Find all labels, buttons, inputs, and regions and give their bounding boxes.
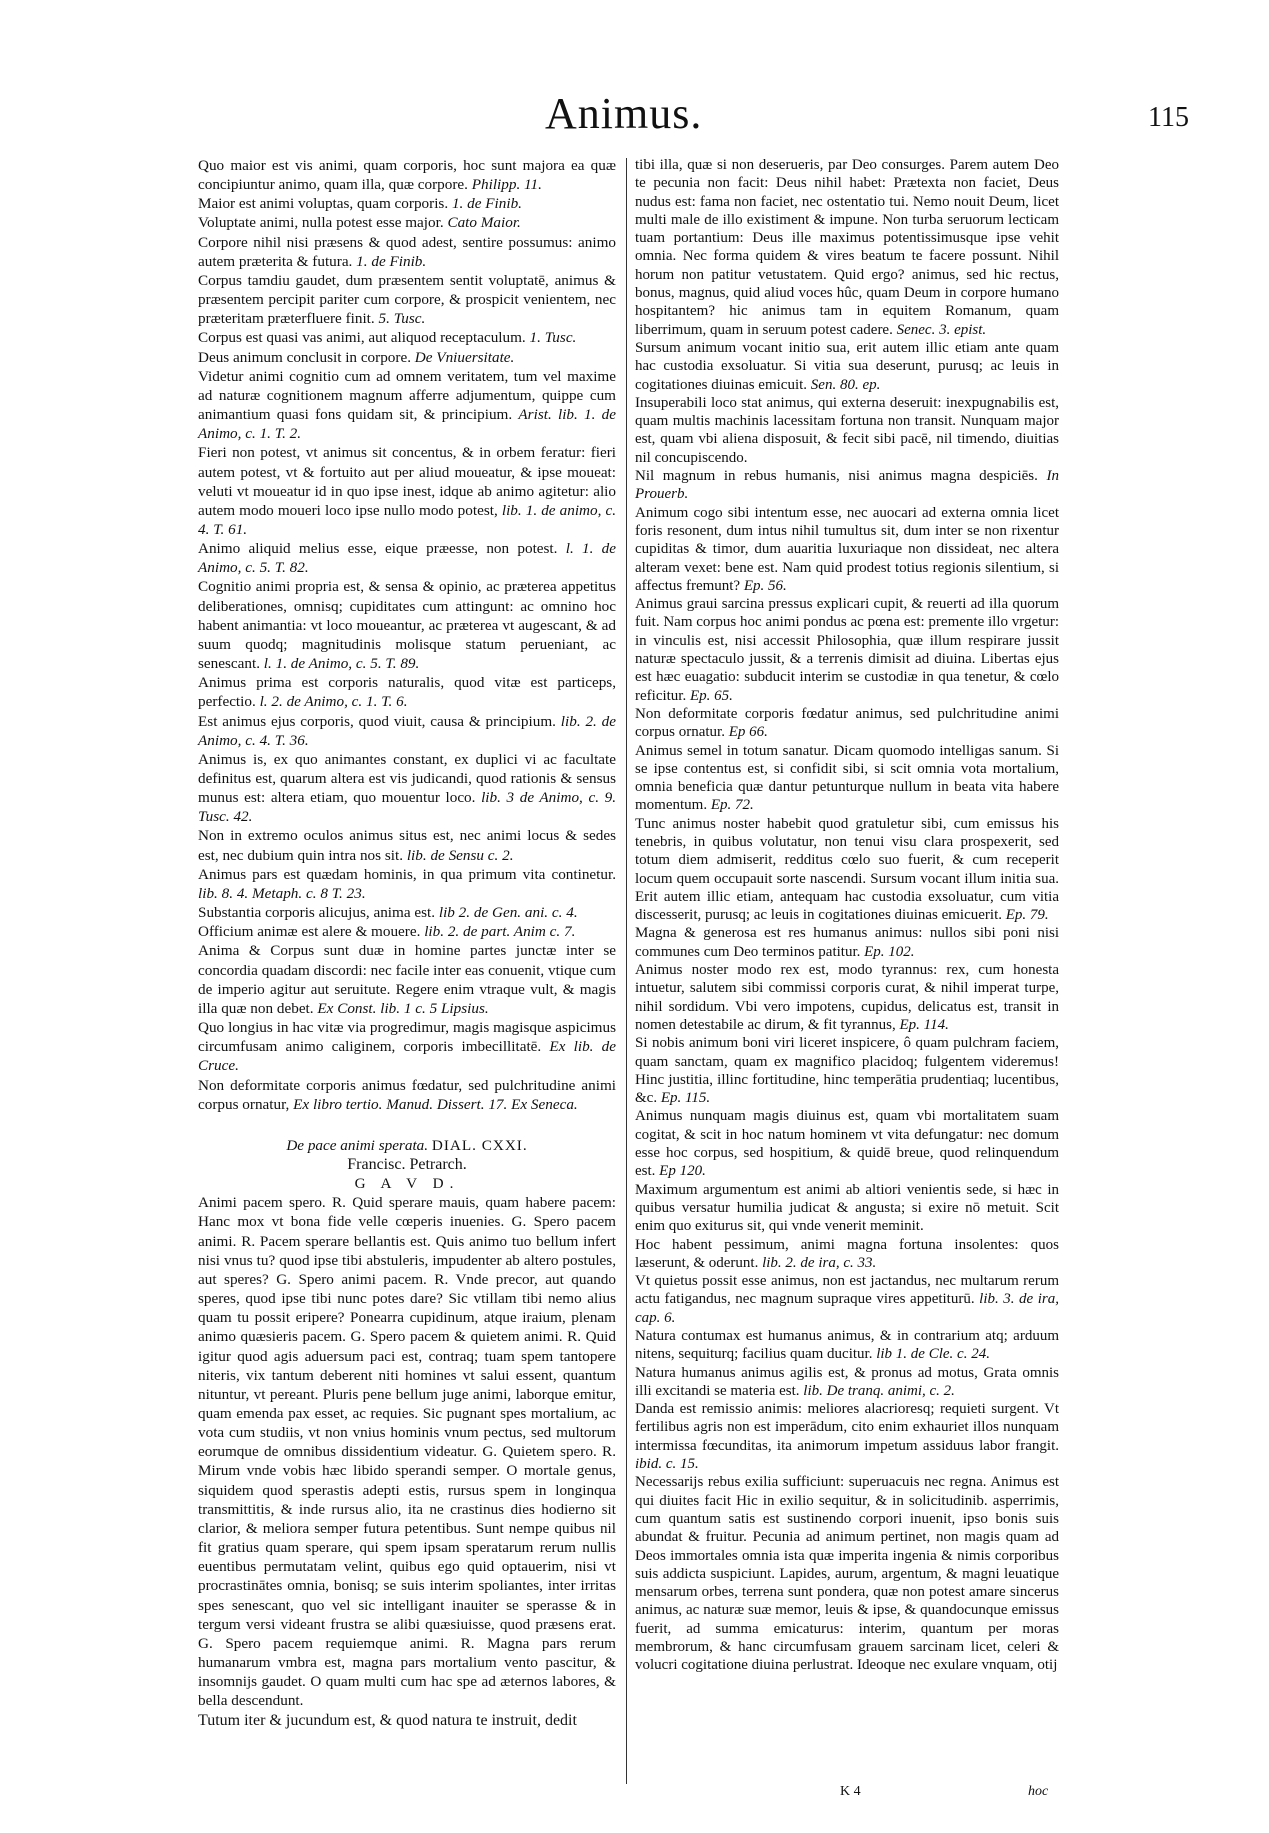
quote-text: Hoc habent pessimum, animi magna fortuna insolentes: quos læserunt, & oderunt. xyxy=(635,1236,1059,1271)
dialogue-number: DIAL. CXXI. xyxy=(431,1136,528,1154)
quote-entry xyxy=(635,1327,1059,1364)
quote-text: Non deformitate corporis animus fœdatur, sed pulchritudine animi corpus ornatur, xyxy=(198,1076,616,1113)
quote-entry xyxy=(198,443,616,539)
quote-text: Maior est animi voluptas, quam corporis. xyxy=(198,195,449,213)
quote-text: Corpore nihil nisi præsens & quod adest, sentire possumus: animo autem præterita & futura. xyxy=(198,233,616,270)
quote-reference: l. 1. de Animo, c. 5. T. 82. xyxy=(198,540,616,577)
quote-reference: lib 1. de Cle. c. 24. xyxy=(876,1346,990,1363)
quote-entry xyxy=(635,339,1059,394)
quote-entry xyxy=(198,367,616,444)
quote-text: Corpus tamdiu gaudet, dum præsentem sentit voluptatē, animus & præsentem percipit pariter cum corpore, & prospicit venientem, nec præteritam præterfluere finit. xyxy=(198,271,616,328)
quote-entry xyxy=(198,903,616,922)
quote-entry xyxy=(635,504,1059,595)
quote-reference: Ep. 56. xyxy=(743,577,787,594)
catchword: hoc xyxy=(1028,1784,1049,1799)
quote-entry xyxy=(198,865,616,903)
quote-entry xyxy=(635,1107,1059,1180)
quote-reference: 5. Tusc. xyxy=(378,310,426,328)
quote-entry xyxy=(198,577,616,673)
dialogue-section xyxy=(198,1136,616,1711)
right-entries xyxy=(635,156,1059,1675)
quote-reference: lib. 8. 4. Metaph. c. 8 T. 23. xyxy=(198,884,366,902)
quote-text: Animus pars est quædam hominis, in qua primum vita continetur. xyxy=(198,865,616,883)
quote-reference: 1. de Finib. xyxy=(451,195,522,213)
quote-entry xyxy=(635,467,1059,504)
quote-reference: lib. 3 de Animo, c. 9. Tusc. 42. xyxy=(198,789,616,826)
quote-entry xyxy=(198,194,616,213)
quote-entry xyxy=(635,1236,1059,1273)
quote-text: Nil magnum in rebus humanis, nisi animus magna despiciēs. xyxy=(635,468,1038,485)
quote-reference: De Vniuersitate. xyxy=(414,348,515,366)
quote-text: Animus nunquam magis diuinus est, quam vbi mortalitatem suam cogitat, & scit in hoc natum hominem vt vita defungatur: nec domum esse hoc corpus, sed hospitium, & quidē breue, quod relinquendum est. xyxy=(635,1108,1059,1180)
quote-entry xyxy=(198,539,616,577)
quote-entry xyxy=(635,1400,1059,1473)
left-entries xyxy=(198,156,616,1114)
quote-entry xyxy=(198,213,616,232)
quote-text: Deus animum conclusit in corpore. xyxy=(198,348,411,366)
quote-text: Vt quietus possit esse animus, non est jactandus, nec multarum rerum actu fatigandus, nec magnum supraque vires appetiturū. xyxy=(635,1273,1059,1308)
quote-reference: Ex lib. de Cruce. xyxy=(198,1038,616,1075)
quote-text: Non in extremo oculos animus situs est, nec animi locus & sedes est, nec dubium quin intra nos sit. xyxy=(198,827,616,864)
quote-entry xyxy=(198,1018,616,1075)
quote-reference: Ex libro tertio. Manud. Dissert. 17. Ex Seneca. xyxy=(293,1095,578,1113)
quote-entry xyxy=(635,394,1059,467)
quote-text: Natura humanus animus agilis est, & pronus ad motus, Grata omnis illi excitandi se materia est. xyxy=(635,1364,1059,1399)
quote-entry xyxy=(198,156,616,194)
quote-entry xyxy=(198,328,616,347)
quote-text: Non deformitate corporis fœdatur animus, sed pulchritudine animi corpus ornatur. xyxy=(635,705,1059,741)
signature-mark: K 4 xyxy=(840,1784,861,1799)
quote-reference: Ep. 102. xyxy=(864,943,915,960)
quote-reference: lib. De tranq. animi, c. 2. xyxy=(803,1382,955,1399)
quote-reference: lib. 2. de Animo, c. 4. T. 36. xyxy=(198,712,617,749)
quote-entry xyxy=(635,961,1059,1034)
quote-text: Si nobis animum boni viri liceret inspicere, ô quam pulchram faciem, quam sanctam, quam ex magnifico placidoq; fulgentem videremus! Hinc justitia, illinc fortitudine, hinc temperātia prudentiaq; lucentibus, &c. xyxy=(635,1035,1059,1107)
quote-text: Animus graui sarcina pressus explicari cupit, & reuerti ad illa quorum fuit. Nam corpus hoc animi pondus ac pœna est: premente illo vrgetur: in vinculis est, nisi accessit Philosophia, quæ illum respirare jussit naturæ spectaculo jussit, & a terrenis dimisit ad diuina. Libertas ejus est hæc euagatio: subducit interim se custodiæ in qua tenetur, & cœlo reficitur. xyxy=(635,596,1059,704)
quote-reference: 1. de Finib. xyxy=(356,252,427,270)
quote-entry xyxy=(635,156,1059,339)
quote-reference: In Prouerb. xyxy=(635,468,1060,503)
quote-text: Necessarijs rebus exilia sufficiunt: superuacuis nec regna. Animus est qui diuites facit Hic in exilio sequitur, & in solicitudinib. asperrimis, cum quantum satis est sustinendo corpori inuenit, ipso bonis suis abundat & fruitur. Pecunia ad animum pertinet, non magis quam ad Deos immortales omnia ista quæ imperita ingenia & nimis corporibus suis addicta suspiciunt. Lapides, aurum, argentum, & magni leuatique mensarum orbes, terrena sunt pondera, quæ non potest amare sincerus animus, ac naturæ suæ memor, leuis & ipse, & quandocunque emissus fuerit, ad summa emicaturus: interim, quantum per moras membrorum, & hanc circumfusam grauem sarcinam licet, celeri & volucri cogitatione diuina perlustrat. Ideoque nec exulare vnquam, otij xyxy=(635,1474,1059,1674)
quote-entry xyxy=(198,712,616,750)
quote-text: Maximum argumentum est animi ab altiori venientis sede, si hæc in quibus versatur humilia judicat & angusta; si exire nō metuit. Scit enim quo exiturus sit, qui vnde venerit meminit. xyxy=(635,1181,1059,1235)
page-number: 115 xyxy=(1148,102,1189,133)
quote-entry xyxy=(198,348,616,367)
quote-entry xyxy=(635,595,1059,705)
section-title xyxy=(198,1136,616,1155)
bottom-line: Tutum iter & jucundum est, & quod natura te instruit, dedit xyxy=(198,1711,577,1729)
quote-entry xyxy=(635,924,1059,961)
quote-text: Sursum animum vocant initio sua, erit autem illic etiam ante quam hac custodia exsoluatur. Si vitia sua deserunt, purusq; ac leuis in cogitationes diuinas emicuit. xyxy=(635,339,1059,393)
quote-reference: Ep. 65. xyxy=(689,687,733,704)
quote-reference: lib. 2. de ira, c. 33. xyxy=(762,1254,877,1271)
quote-entry xyxy=(635,1364,1059,1401)
column-divider xyxy=(626,158,627,1784)
quote-reference: Arist. lib. 1. de Animo, c. 1. T. 2. xyxy=(198,406,617,443)
quote-text: Animo aliquid melius esse, eique præesse, non potest. xyxy=(198,540,558,558)
quote-reference: l. 1. de Animo, c. 5. T. 89. xyxy=(263,655,420,673)
quote-entry xyxy=(198,826,616,864)
quote-entry xyxy=(635,705,1059,742)
quote-text: Fieri non potest, vt animus sit concentus, & in orbem feratur: fieri autem potest, vt & fortuito aut per aliud moueatur, & ipse moueat: veluti vt moueatur id in quo ipse inest, idque ab animo agitetur: alio autem modo moueri loco ipse nullo modo potest, xyxy=(198,444,616,519)
quote-entry xyxy=(198,941,616,1018)
quote-text: Animus is, ex quo animantes constant, ex duplici vi ac facultate definitus est, quarum altera est vis judicandi, quod rationis & sensus munus est: altera etiam, quo mouentur loco. xyxy=(198,750,616,807)
quote-reference: Ep. 114. xyxy=(899,1016,949,1033)
quote-reference: ibid. c. 15. xyxy=(635,1456,699,1473)
quote-entry xyxy=(198,271,616,328)
quote-text: Videtur animi cognitio cum ad omnem veritatem, tum vel maxime ad naturæ cognitionem magnum afferre adjumentum, quippe cum animantium quasi fons quidam sit, & principium. xyxy=(198,367,616,424)
quote-reference: Ep. 79. xyxy=(1005,907,1049,924)
quote-reference: Sen. 80. ep. xyxy=(810,376,881,393)
right-column xyxy=(635,156,1059,1675)
quote-text: Cognitio animi propria est, & sensa & opinio, ac præterea appetitus deliberationes, omnisq; cupiditates cum attingunt: ac omnino hoc habent animantia: vt loco moueantur, ac præterea vt augescant, & ad suum quodq; magnitudinis molisque statum perueniant, ac senescant. xyxy=(198,578,616,673)
quote-text: Substantia corporis alicujus, anima est. xyxy=(198,904,436,922)
quote-reference: lib 2. de Gen. ani. c. 4. xyxy=(438,904,578,922)
quote-reference: Ep. 72. xyxy=(710,797,754,814)
quote-entry xyxy=(198,1076,616,1114)
quote-reference: lib. 1. de animo, c. 4. T. 61. xyxy=(198,501,617,538)
quote-reference: Ex Const. lib. 1 c. 5 Lipsius. xyxy=(317,999,489,1017)
quote-entry xyxy=(635,742,1059,815)
quote-text: Animum cogo sibi intentum esse, nec auocari ad externa omnia licet foris resonent, dum intus nihil tumultus sit, dum inter se non rixentur cupiditas & timor, dum auaritia luxuriaque non dissideat, nec altera alteram vexet: bene est. Nam quid prodest totius regionis silentium, si affectus fremunt? xyxy=(635,504,1059,594)
quote-reference: lib. 2. de part. Anim c. 7. xyxy=(424,923,576,941)
quote-text: Danda est remissio animis: meliores alacrioresq; requieti surgent. Vt fertilibus agris non est imperādum, cito enim exhauriet illos nunquam intermissa fœcunditas, ita animorum impetum assiduus labor frangit. xyxy=(635,1401,1059,1454)
quote-reference: Ep 120. xyxy=(659,1163,706,1180)
section-speaker: G A V D. xyxy=(354,1175,460,1193)
quote-reference: lib. 3. de ira, cap. 6. xyxy=(635,1291,1060,1326)
quote-text: Quo maior est vis animi, quam corporis, hoc sunt majora ea quæ concipiuntur animo, quam illa, quæ corpore. xyxy=(198,157,616,194)
quote-entry xyxy=(635,1034,1059,1107)
quote-entry xyxy=(635,1473,1059,1674)
quote-text: Officium animæ est alere & mouere. xyxy=(198,923,421,941)
quote-entry xyxy=(635,815,1059,925)
quote-text: Corpus est quasi vas animi, aut aliquod receptaculum. xyxy=(198,329,526,347)
quote-reference: Cato Maior. xyxy=(447,214,521,232)
quote-reference: 1. Tusc. xyxy=(529,329,577,347)
quote-reference: l. 2. de Animo, c. 1. T. 6. xyxy=(259,693,408,711)
quote-text: Anima & Corpus sunt duæ in homine partes junctæ inter se concordia quadam discordi: nec facile inter eas conuenit, vtique cum de imperio agitur aut seruitute. Regere enim vtraque vult, & magis illa quæ non debet. xyxy=(198,942,616,1017)
quote-entry xyxy=(198,233,616,271)
quote-text: tibi illa, quæ si non deserueris, par Deo consurges. Parem autem Deo te pecunia non facit: Deus nihil habet: Prætexta non faciet, Deus nudus est: fama non faciet, nec ostentatio tui. Nemo nouit Deum, licet multi male de illo existiment & impune. Non turba seruorum lecticam tuam portantium: Deus ille maximus potentissimusque ipse vehit omnia. Nec forma quidem & vires beatum te facere possunt. Nihil horum non patitur vetustatem. Quid ergo? animus, sed hic rectus, bonus, magnus, quid aliud voces hûc, quam Deum in corpore humano hospitantem? hic animus tam in equitem Romanum, quam liberrimum, quam in seruum potest cadere. xyxy=(635,157,1059,338)
quote-reference: Ep 66. xyxy=(728,724,768,741)
quote-reference: Philipp. 11. xyxy=(471,176,542,194)
dialogue-text: Animi pacem spero. R. Quid sperare mauis, quam habere pacem: Hanc mox vt bona fide velle cœperis inuenies. G. Spero pacem animi. R. Pacem sperare bellantis est. Quis animo tuo bellum infert nisi vnus tu? quod ipse tibi abstuleris, impudenter ab altero postules, aut speres? G. Spero animi pacem. R. Vnde precor, aut quando speres, quod ipse tibi nunc potes dare? Sic vtillam tibi nemo alius quam tu possit eripere? Ponearra cupidinum, atque iraium, plenam animo quæsieris pacem. G. Spero pacem & quietem animi. R. Quid igitur quod agis aduersum paci est, contraq; tuam spem tantopere niteris, vix tantum deberent niti homines vt salui essent, quantum nituntur, vt pereant. Pluris pene bellum juge animi, laborque emitur, quam emenda pax esset, ac requies. Sic pugnant spes mortalium, ac vota cum studiis, vt non vnius hominis vnum pectus, sed multorum eorumque de omnibus dissidentium videatur. G. Quietem spero. R. Mirum vnde vobis hæc libido sperandi semper. O mortale genus, siquidem quod sperastis adepti estis, rursus spem in longinqua transmittitis, & inde rursus alio, ita ne crastinus dies hodierno sit clarior, & meliora semper futura petentibus. Sunt nempe quibus nil fit gratius quam sperare, qui spem ipsam speratarum rerum nullis euentibus permutatam velint, quibus ego quid optauerim, nisi vt procrastinātes omnia, bonisq; se suis interim spoliantes, inter irritas spes senescant, quo vel sic intelligant inauiter se sperasse & in tergum versi videant frustra se alibi quæsiuisse, quod præsens erat. G. Spero pacem requiemque animi. R. Magna pars rerum humanarum vmbra est, magna pars mortalium vento pascitur, & insomnijs gaudet. O quam multi cum hac spe ad æternos labores, & bella descendunt. xyxy=(198,1194,616,1710)
section-author: Francisc. Petrarch. xyxy=(347,1155,467,1173)
quote-text: Insuperabili loco stat animus, qui externa deseruit: inexpugnabilis est, quam multis machinis lacessitam fortuna non transit. Nunquam major est, quam vbi aliena disposuit, & fecit sibi pacē, nil timendo, diuitias nil concupiscendo. xyxy=(635,394,1059,466)
quote-text: Quo longius in hac vitæ via progredimur, magis magisque aspicimus circumfusam animo caliginem, corporis imbecillitatē. xyxy=(198,1019,616,1056)
quote-reference: lib. de Sensu c. 2. xyxy=(406,846,514,864)
quote-text: Animus prima est corporis naturalis, quod vitæ est particeps, perfectio. xyxy=(198,674,616,711)
running-title: Animus. xyxy=(545,89,703,138)
quote-entry xyxy=(198,922,616,941)
quote-text: Tunc animus noster habebit quod gratuletur sibi, cum emissus his tenebris, in quibus volutatur, non tenui visu clara prospexerit, sed totum diem admiserit, redditus cœlo suo fuerit, & cum receperit locum quem occupauit sorte nascendi. Sursum vocant illum initia sua. Erit autem illic etiam, antequam hac custodia exsoluatur, cum vitia discesserit, purusq; ac leuis in cogitationes diuinas emicuerit. xyxy=(635,815,1059,924)
quote-entry xyxy=(635,1272,1059,1327)
quote-text: Animus noster modo rex est, modo tyrannus: rex, cum honesta intuetur, salutem sibi commissi corporis curat, & nihil imperat turpe, nihil sordidum. Vbi vero impotens, cupidus, delicatus est, transit in nomen detestabile ac dirum, & fit tyrannus, xyxy=(635,962,1059,1033)
quote-entry xyxy=(635,1181,1059,1236)
quote-entry xyxy=(198,673,616,711)
quote-reference: Senec. 3. epist. xyxy=(896,321,987,338)
quote-text: Voluptate animi, nulla potest esse major. xyxy=(198,214,444,232)
left-column xyxy=(198,156,616,1730)
quote-text: Magna & generosa est res humanus animus: nullos sibi poni nisi communes cum Deo terminos patitur. xyxy=(635,925,1059,960)
quote-text: Est animus ejus corporis, quod viuit, causa & principium. xyxy=(198,712,556,730)
quote-text: Animus semel in totum sanatur. Dicam quomodo intelligas sanum. Si se ipse contentus est, si confidit sibi, si scit omnia vota mortalium, omnia beneficia quæ dantur petunturque nullum in beata vita habere momentum. xyxy=(635,742,1059,814)
quote-entry xyxy=(198,750,616,827)
section-title-text: De pace animi sperata. xyxy=(286,1136,429,1154)
quote-text: Natura contumax est humanus animus, & in contrarium atq; arduum nitens, sequiturq; facilius quam ducitur. xyxy=(635,1328,1059,1363)
quote-reference: Ep. 115. xyxy=(660,1090,711,1107)
